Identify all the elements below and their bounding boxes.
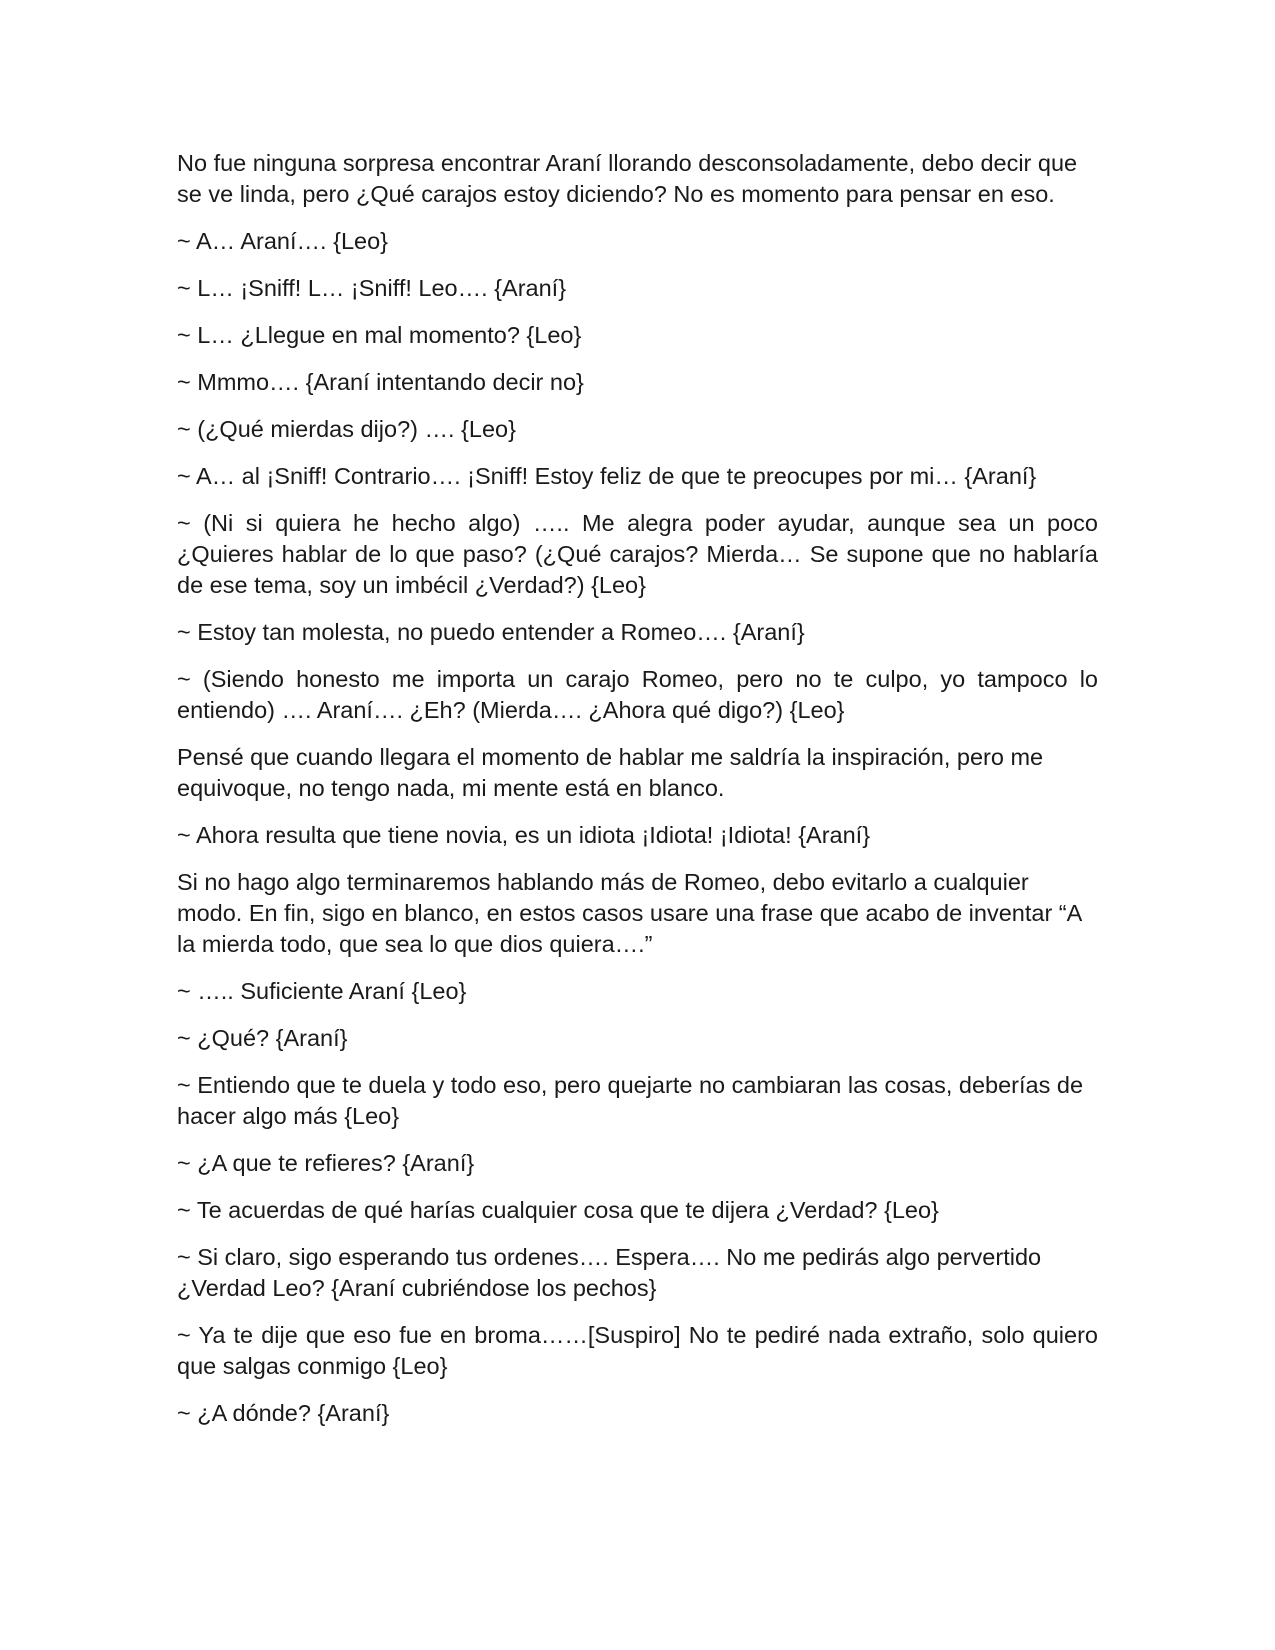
dialogue-line: ~ Ya te dije que eso fue en broma……[Suspiro] No te pediré nada extraño, solo quiero que salgas conmigo {Leo} — [177, 1322, 1098, 1379]
dialogue-line: ~ ¿Qué? {Araní} — [177, 1025, 348, 1051]
dialogue-line: ~ Mmmo…. {Araní intentando decir no} — [177, 369, 584, 395]
document-body — [177, 148, 1098, 1445]
narration-paragraph: Si no hago algo terminaremos hablando más de Romeo, debo evitarlo a cualquier modo. En fin, sigo en blanco, en estos casos usare una frase que acabo de inventar “A la mierda todo, que sea lo que dios quiera….” — [177, 869, 1082, 957]
dialogue-line: ~ Si claro, sigo esperando tus ordenes…. Espera…. No me pedirás algo pervertido ¿Verdad Leo? {Araní cubriéndose los pechos} — [177, 1244, 1042, 1301]
dialogue-line: ~ A… al ¡Sniff! Contrario…. ¡Sniff! Estoy feliz de que te preocupes por mi… {Araní} — [177, 463, 1037, 489]
dialogue-line: ~ Estoy tan molesta, no puedo entender a Romeo…. {Araní} — [177, 619, 805, 645]
dialogue-line: ~ ¿A dónde? {Araní} — [177, 1400, 390, 1426]
dialogue-line: ~ L… ¡Sniff! L… ¡Sniff! Leo…. {Araní} — [177, 275, 567, 301]
dialogue-line: ~ L… ¿Llegue en mal momento? {Leo} — [177, 322, 582, 348]
narration-paragraph: No fue ninguna sorpresa encontrar Araní llorando desconsoladamente, debo decir que se ve linda, pero ¿Qué carajos estoy diciendo? No es momento para pensar en eso. — [177, 150, 1078, 207]
dialogue-line: ~ (Ni si quiera he hecho algo) ….. Me alegra poder ayudar, aunque sea un poco ¿Quieres hablar de lo que paso? (¿Qué carajos? Mierda… Se supone que no hablaría de ese tema, soy un imbécil ¿Verdad?) {Leo} — [177, 510, 1098, 598]
dialogue-line: ~ (¿Qué mierdas dijo?) …. {Leo} — [177, 416, 516, 442]
dialogue-line: ~ (Siendo honesto me importa un carajo Romeo, pero no te culpo, yo tampoco lo entiendo) …. Araní…. ¿Eh? (Mierda…. ¿Ahora qué digo?) {Leo} — [177, 666, 1098, 723]
narration-paragraph: Pensé que cuando llegara el momento de hablar me saldría la inspiración, pero me equivoque, no tengo nada, mi mente está en blanco. — [177, 744, 1044, 801]
dialogue-line: ~ Entiendo que te duela y todo eso, pero quejarte no cambiaran las cosas, deberías de hacer algo más {Leo} — [177, 1072, 1084, 1129]
dialogue-line: ~ Ahora resulta que tiene novia, es un idiota ¡Idiota! ¡Idiota! {Araní} — [177, 822, 871, 848]
dialogue-line: ~ ….. Suficiente Araní {Leo} — [177, 978, 467, 1004]
dialogue-line: ~ ¿A que te refieres? {Araní} — [177, 1150, 475, 1176]
dialogue-line: ~ Te acuerdas de qué harías cualquier cosa que te dijera ¿Verdad? {Leo} — [177, 1197, 939, 1223]
dialogue-line: ~ A… Araní…. {Leo} — [177, 228, 388, 254]
